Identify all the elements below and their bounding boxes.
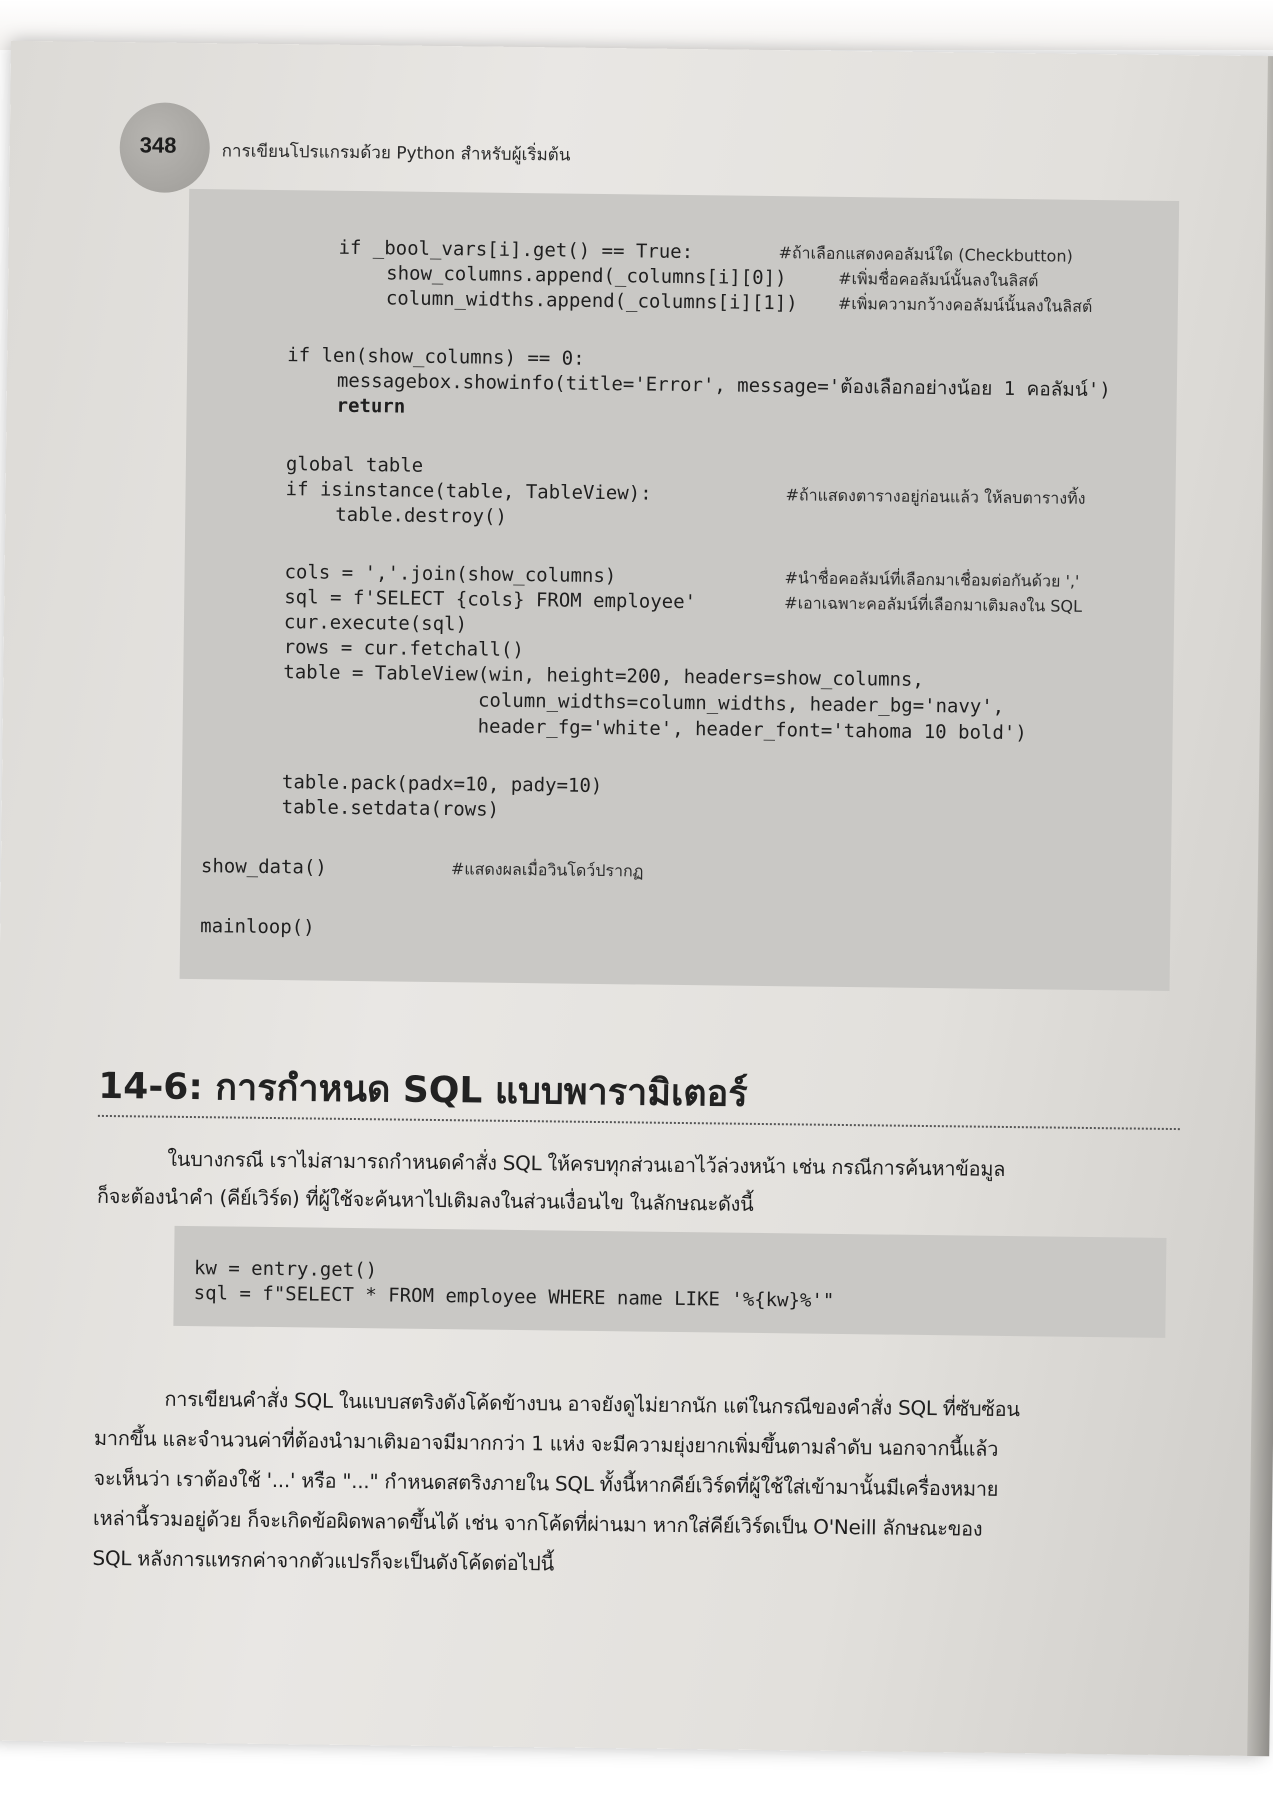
code-comment: #ถ้าเลือกแสดงคอลัมน์ใด (Checkbutton) <box>778 243 1073 266</box>
code-line: sql = f"SELECT * FROM employee WHERE name LIKE '%{kw}%'" <box>193 1282 835 1312</box>
section-heading: 14-6: การกำหนด SQL แบบพารามิเตอร์ <box>98 1065 748 1115</box>
paragraph-line: ในบางกรณี เราไม่สามารถกำหนดคำสั่ง SQL ให้ครบทุกส่วนเอาไว้ล่วงหน้า เช่น กรณีการค้นหาข้อมูล <box>167 1146 1006 1181</box>
paragraph-line: การเขียนคำสั่ง SQL ในแบบสตริงดังโค้ดข้างบน อาจยังดูไม่ยากนัก แต่ในกรณีของคำสั่ง SQL ที่ซับซ้อน <box>164 1386 1020 1422</box>
paragraph-line: มากขึ้น และจำนวนค่าที่ต้องนำมาเติมอาจมีมากกว่า 1 แห่ง จะมีความยุ่งยากเพิ่มขึ้นตามลำดับ นอกจากนี้แล้ว <box>93 1425 999 1461</box>
code-line: table.pack(padx=10, pady=10) <box>281 771 603 798</box>
code-comment: #เพิ่มชื่อคอลัมน์นั้นลงในลิสต์ <box>838 268 1039 291</box>
code-line: kw = entry.get() <box>193 1257 378 1282</box>
code-line: mainloop() <box>200 915 315 939</box>
code-comment: #เอาเฉพาะคอลัมน์ที่เลือกมาเติมลงใน SQL <box>784 593 1083 616</box>
code-block-show-data <box>180 189 1180 991</box>
code-comment: #นำชื่อคอลัมน์ที่เลือกมาเชื่อมต่อกันด้วย ',' <box>784 568 1080 591</box>
page-header <box>120 102 1021 173</box>
code-block-keyword-sql <box>173 1226 1166 1338</box>
code-line: messagebox.showinfo(title='Error', message='ต้องเลือกอย่างน้อย 1 คอลัมน์') <box>336 369 1111 402</box>
code-comment: #ถ้าแสดงตารางอยู่ก่อนแล้ว ให้ลบตารางทิ้ง <box>785 485 1086 508</box>
code-line: rows = cur.fetchall() <box>283 636 524 662</box>
code-line: column_widths.append(_columns[i][1]) <box>385 287 798 315</box>
code-line: if isinstance(table, TableView): <box>285 478 652 505</box>
code-line: table = TableView(win, height=200, headers=show_columns, <box>283 661 925 691</box>
code-line: cols = ','.join(show_columns) <box>284 561 617 588</box>
paragraph-line: SQL หลังการแทรกค่าจากตัวแปรก็จะเป็นดังโค้ดต่อไปนี้ <box>92 1545 555 1576</box>
paragraph-line: เหล่านี้รวมอยู่ด้วย ก็จะเกิดข้อผิดพลาดขึ้นได้ เช่น จากโค้ดที่ผ่านมา หากใส่คีย์เวิร์ดเป็น O'Neill ลักษณะของ <box>92 1505 983 1541</box>
code-comment: #แสดงผลเมื่อวินโดว์ปรากฏ <box>450 859 644 881</box>
code-line: column_widths=column_widths, header_bg='navy', <box>477 689 1005 718</box>
code-line: table.destroy() <box>335 503 507 528</box>
code-comment: #เพิ่มความกว้างคอลัมน์นั้นลงในลิสต์ <box>837 293 1093 316</box>
running-title: การเขียนโปรแกรมด้วย Python สำหรับผู้เริ่มต้น <box>221 141 571 166</box>
code-line: table.setdata(rows) <box>281 796 500 821</box>
page-number: 348 <box>139 132 177 158</box>
code-line: if _bool_vars[i].get() == True: <box>338 236 694 264</box>
code-line: show_data() <box>200 855 327 879</box>
paragraph-line: จะเห็นว่า เราต้องใช้ '...' หรือ "..." กำหนดสตริงภายใน SQL ทั้งนี้หากคีย์เวิร์ดที่ผู้ใช้ใส่เข้ามานั้นมีเครื่องหมาย <box>93 1465 999 1501</box>
code-line: if len(show_columns) == 0: <box>287 344 585 370</box>
code-line: header_fg='white', header_font='tahoma 10 bold') <box>477 715 1027 745</box>
code-line: show_columns.append(_columns[i][0]) <box>386 262 787 290</box>
book-page <box>0 41 1273 1756</box>
code-line: cur.execute(sql) <box>283 611 468 636</box>
code-line: return <box>336 394 406 418</box>
code-line: sql = f'SELECT {cols} FROM employee' <box>284 586 697 614</box>
paragraph-line: ก็จะต้องนำคำ (คีย์เวิร์ด) ที่ผู้ใช้จะค้นหาไปเติมลงในส่วนเงื่อนไข ในลักษณะดังนี้ <box>96 1183 754 1216</box>
page-edge-shadow <box>1247 56 1273 1756</box>
code-line: global table <box>285 453 424 477</box>
